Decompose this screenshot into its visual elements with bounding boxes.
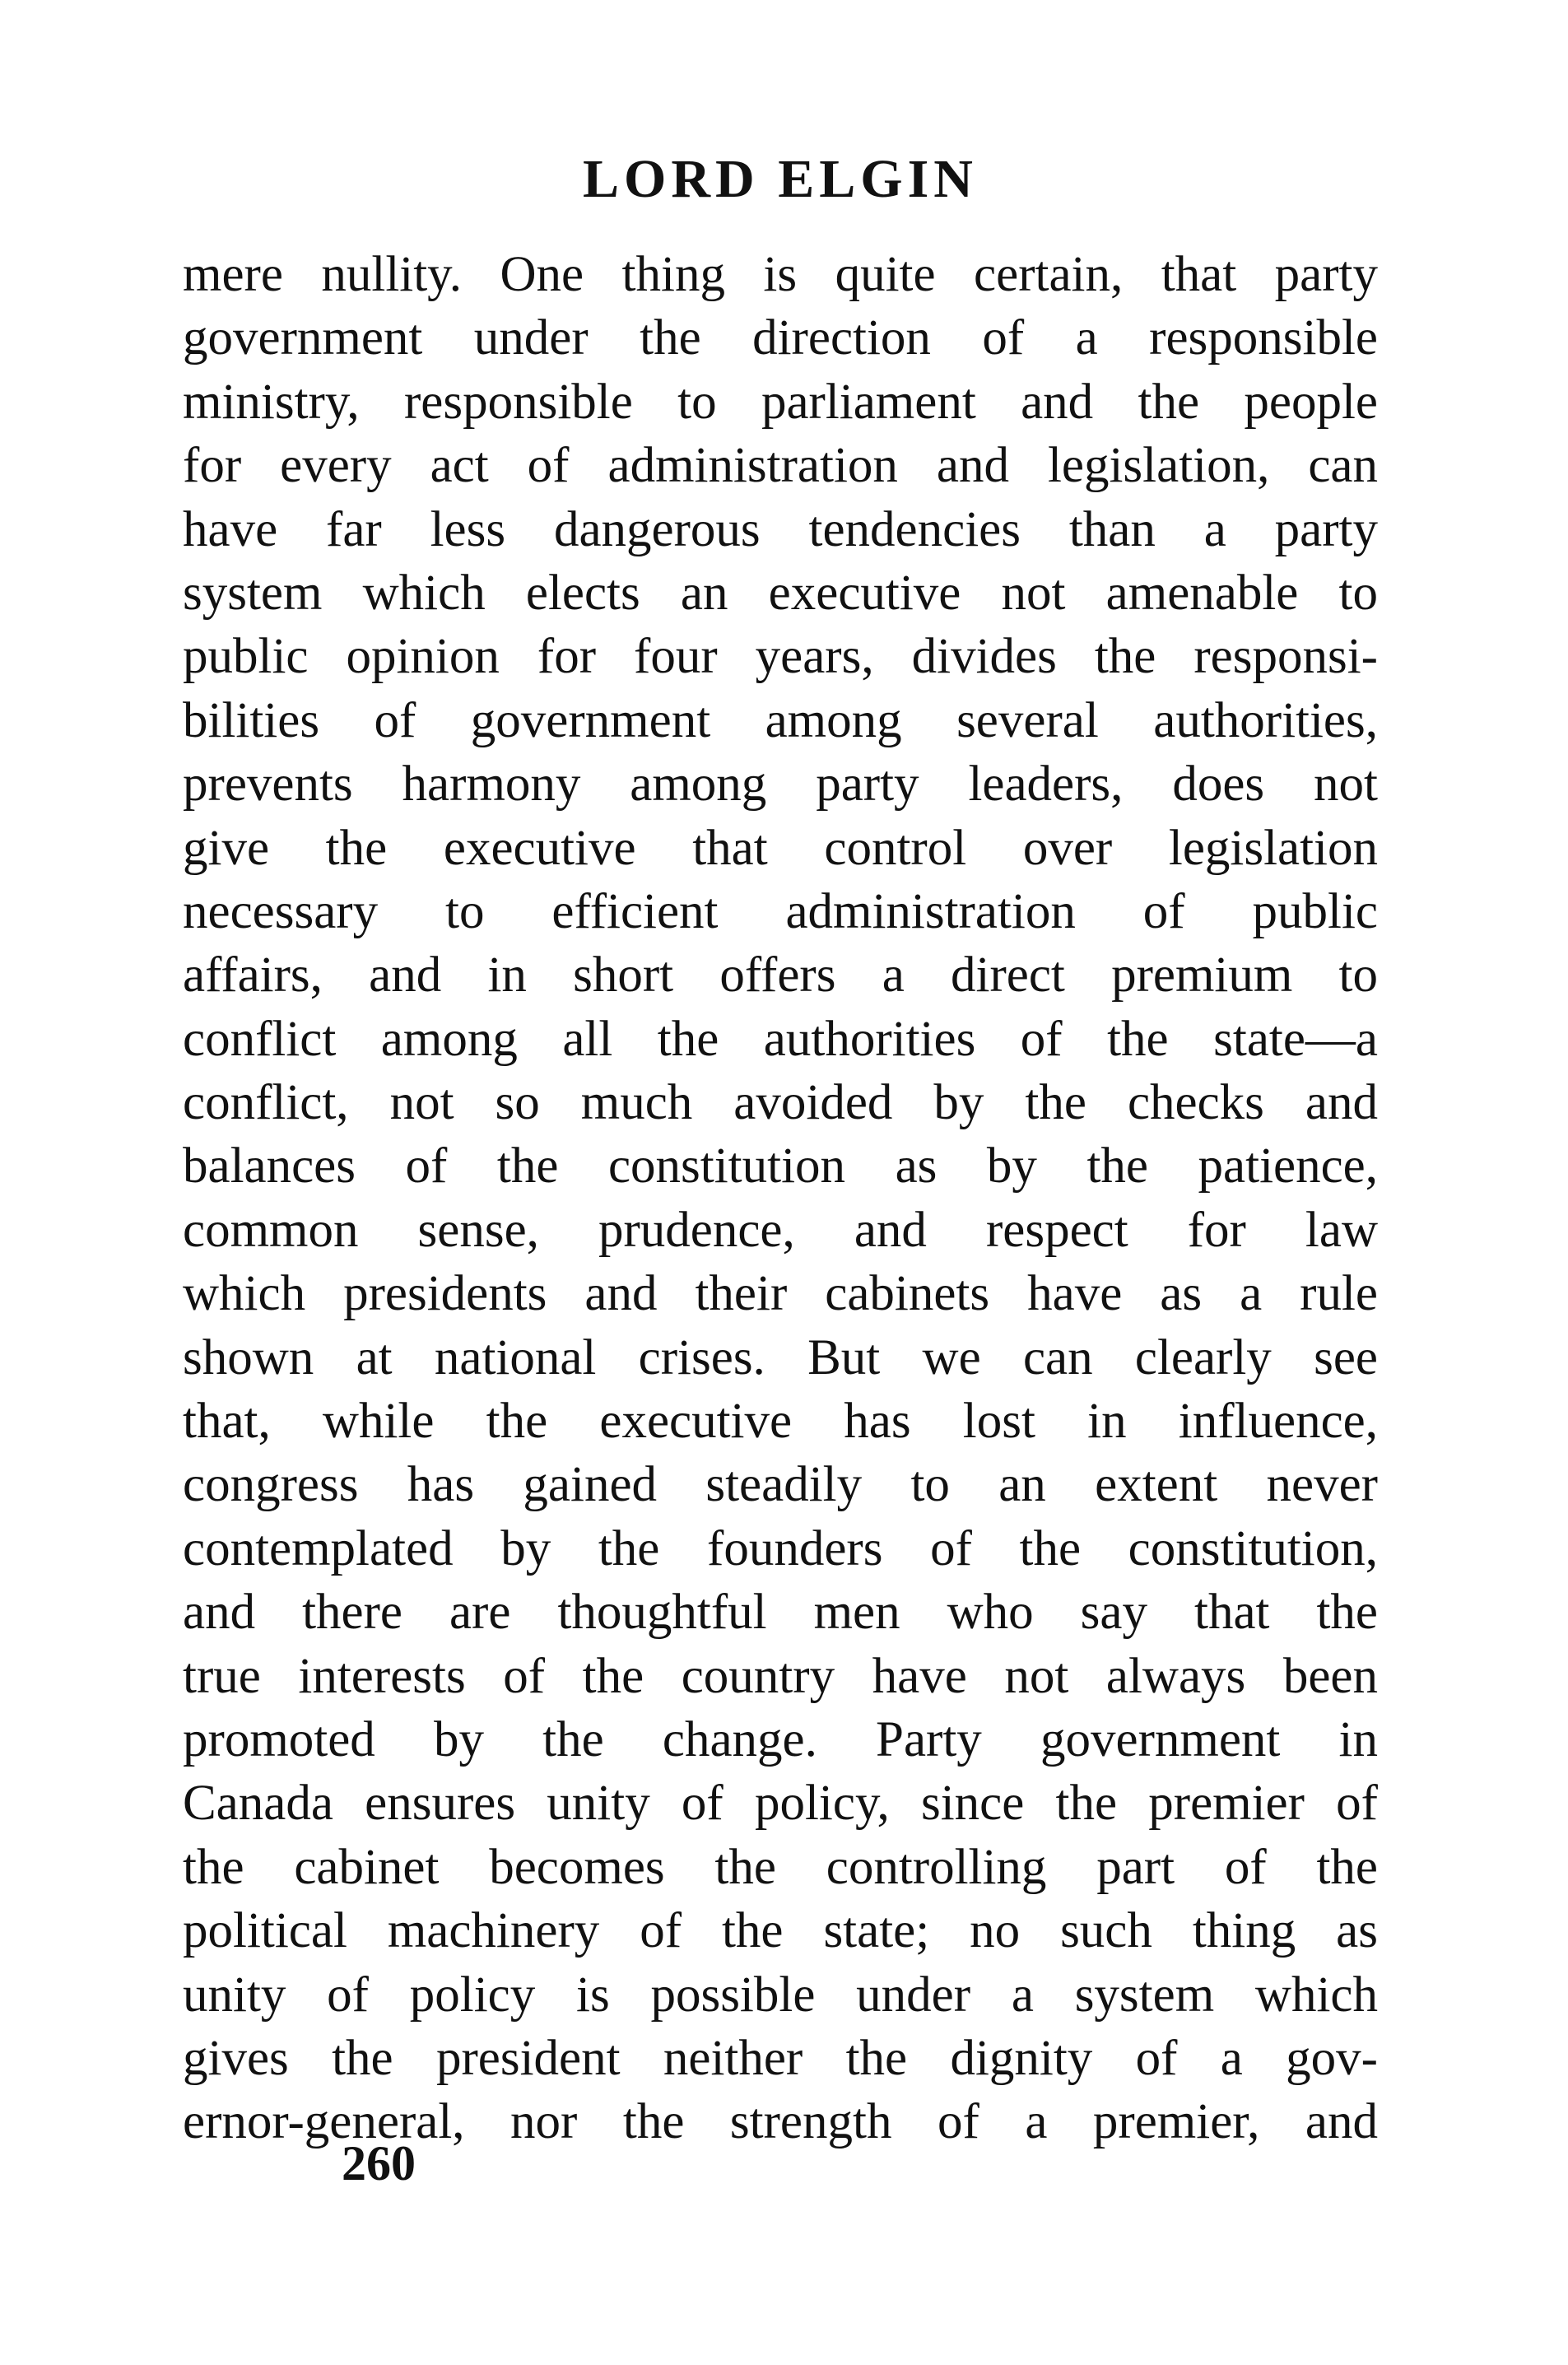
text-line: prevents harmony among party leaders, does not [183,757,1378,812]
text-line: and there are thoughtful men who say that the [183,1585,1378,1641]
text-line: unity of policy is possible under a system which [183,1967,1378,2023]
text-line: ernor-general, nor the strength of a premier, and [183,2094,1378,2150]
text-line: give the executive that control over legislation [183,820,1378,876]
body-text [183,243,1378,2154]
text-line: that, while the executive has lost in influence, [183,1394,1378,1450]
text-line: system which elects an executive not amenable to [183,565,1378,621]
text-line: common sense, prudence, and respect for law [183,1202,1378,1258]
text-line: affairs, and in short offers a direct premium to [183,947,1378,1003]
text-line: mere nullity. One thing is quite certain, that party [183,247,1378,302]
text-line: government under the direction of a responsible [183,310,1378,366]
text-line: public opinion for four years, divides the responsi- [183,629,1378,685]
text-line: congress has gained steadily to an extent never [183,1457,1378,1513]
text-line: balances of the constitution as by the patience, [183,1138,1378,1194]
text-line: contemplated by the founders of the constitution, [183,1520,1378,1576]
text-line: promoted by the change. Party government in [183,1711,1378,1767]
text-line: bilities of government among several authorities, [183,692,1378,748]
text-line: necessary to efficient administration of public [183,883,1378,939]
text-line: conflict, not so much avoided by the checks and [183,1075,1378,1131]
text-line: political machinery of the state; no such thing as [183,1903,1378,1959]
text-line: gives the president neither the dignity of a gov- [183,2030,1378,2086]
text-line: conflict among all the authorities of the state—a [183,1011,1378,1067]
page-number: 260 [342,2136,416,2190]
text-line: shown at national crises. But we can clearly see [183,1329,1378,1385]
text-line: for every act of administration and legislation, can [183,438,1378,494]
text-line: which presidents and their cabinets have as a rule [183,1266,1378,1322]
running-head: LORD ELGIN [583,149,978,209]
text-line: true interests of the country have not always been [183,1648,1378,1704]
text-line: Canada ensures unity of policy, since the premier of [183,1776,1378,1832]
text-line: the cabinet becomes the controlling part of the [183,1839,1378,1895]
text-line: ministry, responsible to parliament and the people [183,374,1378,430]
text-line: have far less dangerous tendencies than a party [183,501,1378,557]
